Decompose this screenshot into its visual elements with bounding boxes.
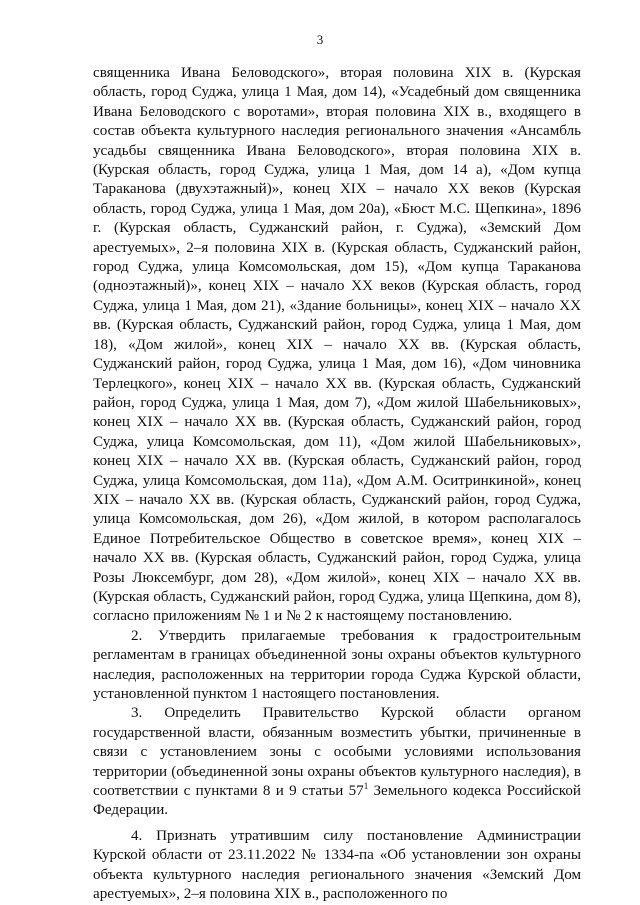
- page-number: 3: [316, 32, 324, 47]
- paragraph-item-3: [93, 704, 581, 820]
- superscript-marker: 1: [363, 781, 369, 791]
- paragraph-item-4: 4. Признать утратившим силу постановление Администрации Курской области от 23.11.2022 № 1334-па «Об установлении зон охраны объекта культурного наследия регионального значения «Земский Дом арестуемых», 2–я половина XIX в., расположенного по: [93, 827, 581, 903]
- paragraph-continuation: священника Ивана Беловодского», вторая половина XIX в. (Курская область, город Суджа, улица 1 Мая, дом 14), «Усадебный дом священника Ивана Беловодского с воротами», вторая половина XIX в., входящего в состав объекта культурного наследия регионального значения «Ансамбль усадьбы священника Ивана Беловодского», вторая половина XIX в. (Курская область, город Суджа, улица 1 Мая, дом 14 а), «Дом купца Тараканова (двухэтажный)», конец XIX – начало XX веков (Курская область, город Суджа, улица 1 Мая, дом 20а), «Бюст М.С. Щепкина», 1896 г. (Курская область, Суджанский район, г. Суджа), «Земский Дом арестуемых», 2–я половина XIX в. (Курская область, Суджанский район, город Суджа, улица Комсомольская, дом 15), «Дом купца Тараканова (одноэтажный)», конец XIX – начало XX веков (Курская область, город Суджа, улица 1 Мая, дом 21), «Здание больницы», конец XIX – начало XX вв. (Курская область, Суджанский район, город Суджа, улица 1 Мая, дом 18), «Дом жилой», конец XIX – начало XX вв. (Курская область, Суджанский район, город Суджа, улица 1 Мая, дом 16), «Дом чиновника Терлецкого», конец XIX – начало XX вв. (Курская область, Суджанский район, город Суджа, улица 1 Мая, дом 7), «Дом жилой Шабельниковых», конец XIX – начало XX вв. (Курская область, Суджанский район, город Суджа, улица Комсомольская, дом 11), «Дом жилой Шабельниковых», конец XIX – начало XX вв. (Курская область, Суджанский район, город Суджа, улица Комсомольская, дом 11а), «Дом А.М. Оситринкиной», конец XIX – начало XX вв. (Курская область, Суджанский район, город Суджа, улица Комсомольская, дом 26), «Дом жилой, в котором располагалось Единое Потребительское Общество в советское время», конец XIX – начало XX вв. (Курская область, Суджанский район, город Суджа, улица Розы Люксембург, дом 28), «Дом жилой», конец XIX – начало XX вв. (Курская область, Суджанский район, город Суджа, улица Щепкина, дом 8), согласно приложениям № 1 и № 2 к настоящему постановлению.: [93, 65, 582, 625]
- document-body: [93, 64, 581, 904]
- paragraph-item-3-tail: Земельного кодекса Российской Федерации.: [93, 783, 581, 819]
- paragraph-item-3-text: 3. Определить Правительство Курской области органом государственной власти, обязанным возместить убытки, причиненные в связи с установлением зоны с особыми условиями использования территории (объединенной зоны охраны объектов культурного наследия), в соответствии с пунктами 8 и 9 статьи 57: [93, 705, 581, 800]
- paragraph-item-2: 2. Утвердить прилагаемые требования к градостроительным регламентам в границах объединенной зоны охраны объектов культурного наследия, расположенных на территории города Суджа Курской области, установленной пунктом 1 настоящего постановления.: [93, 627, 581, 702]
